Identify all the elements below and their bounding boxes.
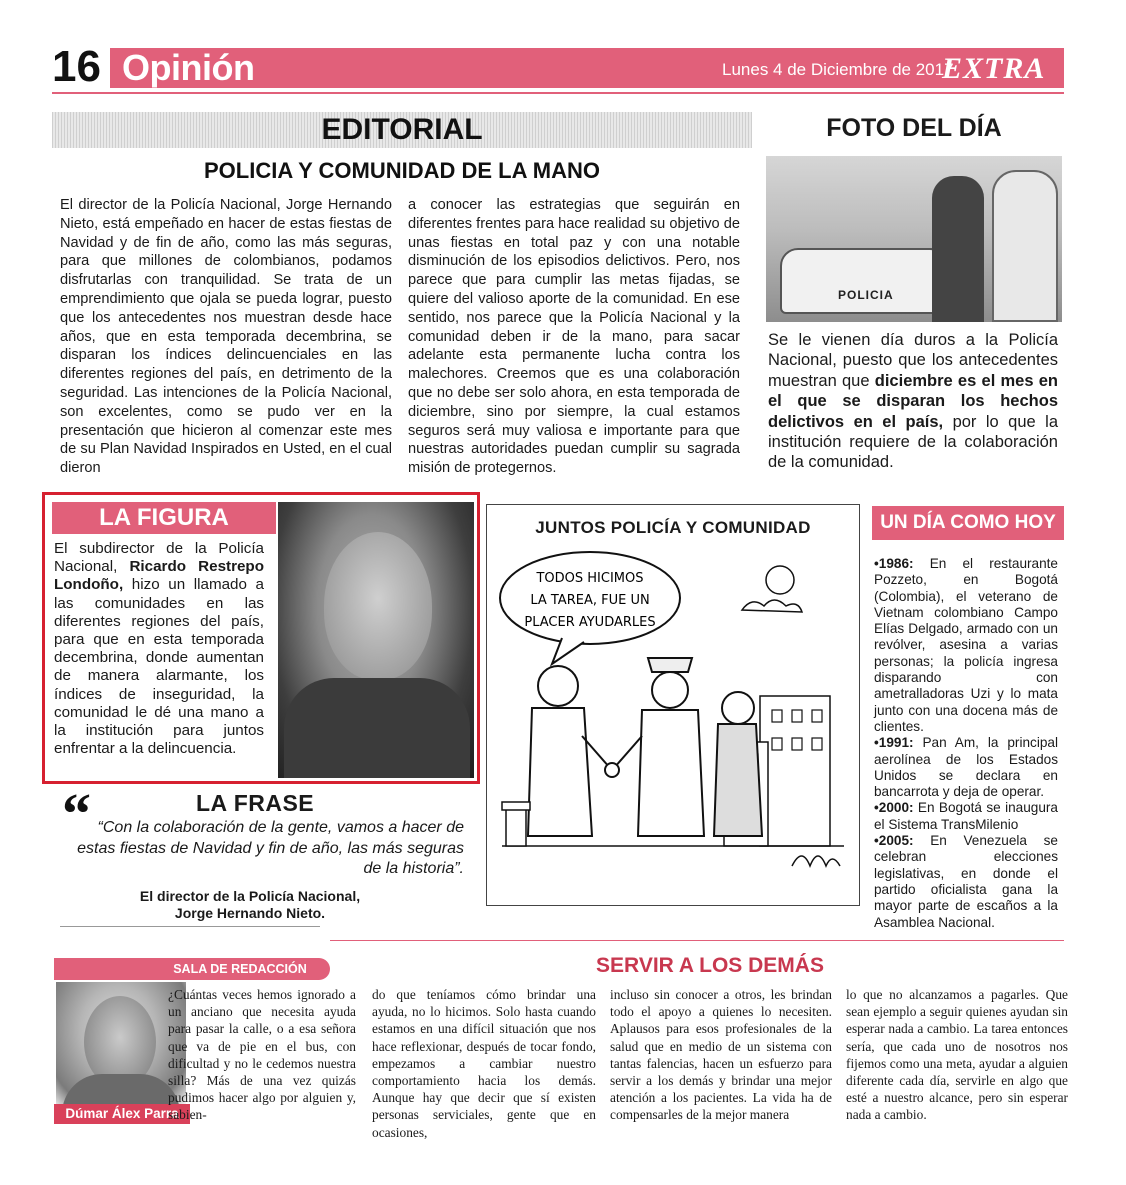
entry-year: •1991:	[874, 735, 914, 751]
entry-year: •2005:	[874, 833, 914, 849]
servir-column-3: incluso sin conocer a otros, les brindan todo el apoyo a quienes lo necesiten. Aplausos para esos profesionales de la salud que en medio de un sistema con tantas falencias, hacen un esfuerzo para servir a los demás y brindar una mejor atención a los pacientes. La vida ha de compensarles de la mejor manera	[610, 987, 832, 1123]
section-title: Opinión	[122, 47, 255, 88]
sala-label: SALA DE REDACCIÓN	[173, 962, 307, 976]
figura-name: Ricardo Restrepo Londoño,	[54, 558, 264, 594]
sun-icon	[766, 566, 794, 594]
police-car-label: POLICIA	[838, 288, 894, 302]
servir-column-1: ¿Cuántas veces hemos ignorado a un anciano que necesita ayuda para pasar la calle, o a esa señora que va de pie en el bus, con dificultad y no le cedemos nuestra silla? Más de una vez quizás pudimos hacer algo por alguien y, sabien-	[168, 987, 356, 1123]
section-rule	[330, 940, 1064, 941]
officer-figure	[932, 176, 984, 322]
quote-mark-icon: “	[62, 781, 91, 846]
bubble-line-3: PLACER AYUDARLES	[524, 615, 656, 630]
figura-text: El subdirector de la Policía Nacional,	[54, 540, 264, 576]
portrait-body	[62, 1074, 180, 1106]
la-frase-author	[100, 888, 400, 922]
entry-text: Pan Am, la principal aerolínea de los Estados Unidos se declara en bancarrota y deja de operar.	[874, 735, 1058, 800]
civilian-figure	[528, 666, 610, 836]
la-figura-portrait	[278, 502, 474, 778]
list-item	[874, 833, 1058, 931]
entry-text: En el restaurante Pozzeto, en Bogotá (Colombia), el veterano de Vietnam colombiano Campo Elías Delgado, armado con un revólver, asesina a varias personas; la policía ingresa disparando con ametralladoras Uzi y lo mata junto con una docena más de clientes.	[874, 556, 1058, 734]
list-item	[874, 556, 1058, 735]
page-header	[52, 44, 1064, 90]
photo-of-day-title: FOTO DEL DÍA	[826, 114, 1002, 142]
thief-figure	[714, 692, 762, 836]
building	[760, 696, 830, 846]
servir-column-2: do que teníamos cómo brindar una ayuda, no lo hicimos. Solo hasta cuando estamos en una difícil situación que nos hace reflexionar, después de tocar fondo, empezamos a cambiar nuestro comportamiento hacia los demás. Aunque hay que decir que sí existen personas serviciales, gente que en ocasiones,	[372, 987, 596, 1140]
newspaper-logo: EXTRA	[942, 52, 1046, 85]
editorial-column-2: a conocer las estrategias que seguirán en diferentes frentes para hace realidad su objetivo de unas fiestas en total paz y con una notable disminución de los episodios delictivos. Pero, nos parece que para cumplir las metas fijadas, se quiere del valioso aporte de la comunidad. En ese sentido, nos parece que la Policía Nacional y la comunidad deben ir de la mano, para sacar adelante esta permanente lucha contra los malechores. Creemos que es una colaboración que no debe ser solo ahora, en esta temporada de diciembre, sino por siempre, la cual estamos seguros será muy valiosa e importante para que nuestras autoridades puedan cumplir su sagrada misión de protegernos.	[408, 197, 740, 477]
columnist-portrait	[56, 982, 186, 1106]
editorial-column-1: El director de la Policía Nacional, Jorge Hernando Nieto, está empeñado en hacer de estas fiestas de Navidad y de fin de año, como las más seguras, para que millones de colombianos, podamos disfrutarlas con tranquilidad. Se trata de un emprendimiento que ojala se pueda lograr, puesto que los antecedentes nos muestran desde hace años, que en esta temporada decembrina, se disparan los índices delincuenciales en las diferentes regiones del país, en detrimento de la seguridad. Las intenciones de la Policía Nacional, son excelentes, como se pudo ver en la presentación que hicieron al comenzar este mes de su Plan Navidad Inspirados en Usted, en el cual dieron	[60, 197, 392, 477]
handshake	[605, 763, 619, 777]
cartoon-title: JUNTOS POLICÍA Y COMUNIDAD	[535, 518, 811, 537]
list-item	[874, 800, 1058, 833]
photo-of-day-image	[766, 156, 1062, 322]
entry-year: •1986:	[874, 556, 914, 571]
caption-bold: diciembre es el mes en el que se disparan los hechos delictivos en el país,	[768, 371, 1058, 431]
entry-text: En Bogotá se inaugura el Sistema TransMilenio	[874, 800, 1058, 832]
author-line: El director de la Policía Nacional,	[139, 888, 361, 904]
figura-text: hizo un llamado a las comunidades en las diferentes regiones del país, para que en esta temporada decembrina, donde aumentan de manera alarmante, los índices de inseguridad, la comunidad le dé una mano a la institución para juntos enfrentar a la delincuencia.	[54, 576, 264, 758]
cloud-icon	[742, 600, 802, 612]
un-dia-list	[874, 556, 1058, 931]
caption-text: Se le vienen día duros a la Policía Nacional, puesto que los antecedentes muestran que	[768, 331, 1058, 390]
un-dia-title: UN DÍA COMO HOY	[880, 512, 1056, 533]
servir-headline: SERVIR A LOS DEMÁS	[596, 954, 824, 977]
bubble-line-2: LA TAREA, FUE UN	[530, 593, 650, 608]
header-rule	[52, 92, 1064, 94]
page-number: 16	[52, 42, 101, 91]
list-item	[874, 735, 1058, 800]
hydrant-icon	[502, 802, 530, 846]
portrait-face	[324, 532, 432, 680]
artist-signature-icon	[792, 856, 840, 866]
cartoon-illustration	[492, 546, 854, 902]
entry-text: En Venezuela se celebran elecciones legislativas, en donde el partido oficialista gana la mayor parte de escaños a la Asamblea Nacional.	[874, 833, 1058, 930]
la-figura-text	[54, 540, 264, 758]
author-line: Jorge Hernando Nieto.	[174, 905, 326, 921]
caption-text: por lo que la institución requiere de la colaboración de la comunidad.	[768, 412, 1058, 472]
portrait-uniform	[284, 678, 470, 778]
issue-date: Lunes 4 de Diciembre de 2017	[722, 60, 954, 79]
columnist-name: Dúmar Álex Parra	[65, 1106, 179, 1121]
la-figura-title: LA FIGURA	[99, 504, 229, 531]
officer-figure	[992, 170, 1058, 322]
la-frase-text: “Con la colaboración de la gente, vamos a hacer de estas fiestas de Navidad y fin de año, las más seguras de la historia”.	[77, 819, 464, 877]
entry-year: •2000:	[874, 800, 914, 816]
servir-column-4: lo que no alcanzamos a pagarles. Que sean ejemplo a seguir quienes ayudan sin esperar nada a cambio. La tarea entonces sería, que cada uno de nosotros nos fijemos como una meta, ayudar a alguien diferente cada día, servirle en algo que esté a nuestro alcance, pero sin esperar nada a cambio.	[846, 987, 1068, 1123]
photo-caption	[768, 330, 1058, 473]
editorial-headline: POLICIA Y COMUNIDAD DE LA MANO	[203, 158, 600, 183]
frase-rule	[60, 926, 320, 927]
editorial-label: EDITORIAL	[321, 113, 483, 146]
bubble-line-1: TODOS HICIMOS	[536, 571, 644, 586]
police-officer-figure	[614, 658, 704, 836]
la-frase-title: LA FRASE	[196, 790, 315, 816]
